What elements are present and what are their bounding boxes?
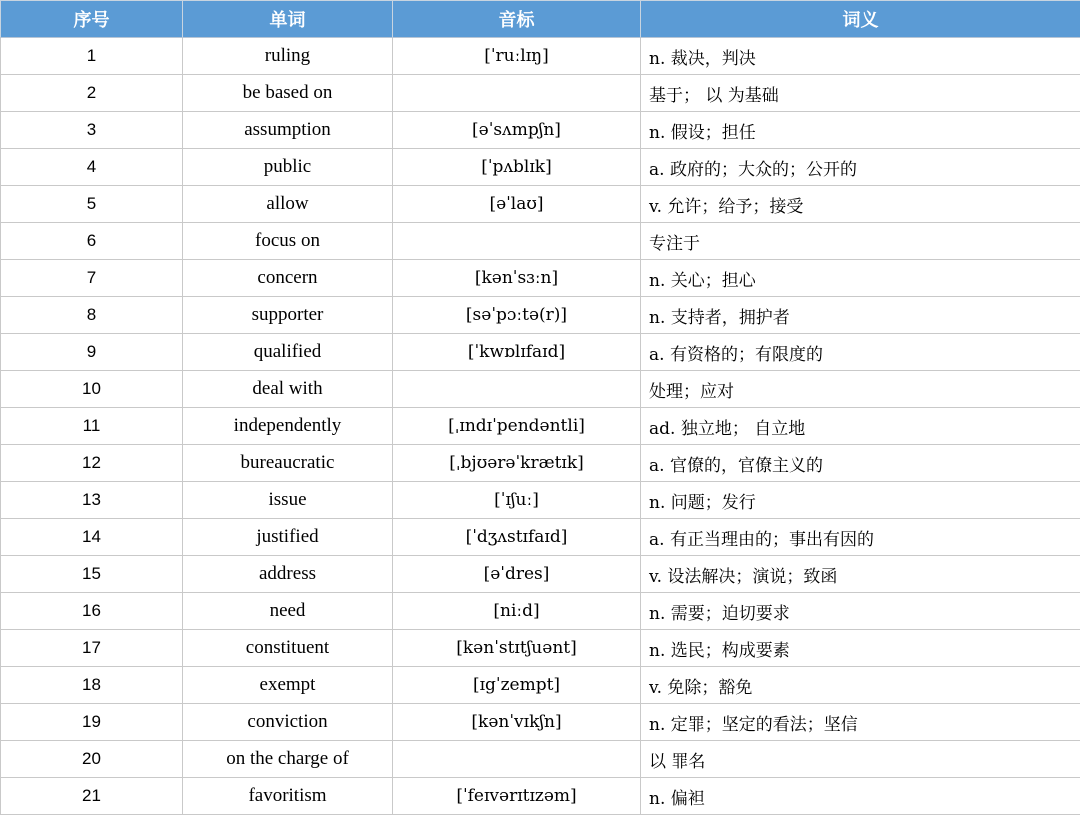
row-meaning: a. 有资格的；有限度的 <box>641 334 1080 371</box>
table-row <box>1 741 1080 778</box>
row-word: justified <box>183 519 393 556</box>
row-index: 16 <box>1 593 183 630</box>
table-row <box>1 334 1080 371</box>
row-phonetic: [kənˈsɜːn] <box>393 260 641 297</box>
row-word: supporter <box>183 297 393 334</box>
table-row <box>1 75 1080 112</box>
table-row <box>1 260 1080 297</box>
row-index: 9 <box>1 334 183 371</box>
row-index: 20 <box>1 741 183 778</box>
row-phonetic: [əˈdres] <box>393 556 641 593</box>
header-meaning: 词义 <box>641 1 1080 38</box>
row-phonetic <box>393 223 641 260</box>
row-meaning: v. 设法解决；演说；致函 <box>641 556 1080 593</box>
row-meaning: n. 需要；迫切要求 <box>641 593 1080 630</box>
header-row <box>1 1 1080 38</box>
table-row <box>1 112 1080 149</box>
row-word: qualified <box>183 334 393 371</box>
row-index: 13 <box>1 482 183 519</box>
table-row <box>1 408 1080 445</box>
table-row <box>1 149 1080 186</box>
row-word: favoritism <box>183 778 393 815</box>
table-row <box>1 38 1080 75</box>
row-phonetic <box>393 741 641 778</box>
row-word: be based on <box>183 75 393 112</box>
row-word: public <box>183 149 393 186</box>
row-meaning: 基于； 以 为基础 <box>641 75 1080 112</box>
row-meaning: n. 关心；担心 <box>641 260 1080 297</box>
row-meaning: 处理；应对 <box>641 371 1080 408</box>
table-row <box>1 778 1080 815</box>
row-phonetic: [ˈfeɪvərɪtɪzəm] <box>393 778 641 815</box>
header-index: 序号 <box>1 1 183 38</box>
row-meaning: a. 有正当理由的；事出有因的 <box>641 519 1080 556</box>
table-header <box>1 1 1080 38</box>
row-meaning: a. 政府的；大众的；公开的 <box>641 149 1080 186</box>
row-meaning: 专注于 <box>641 223 1080 260</box>
row-word: issue <box>183 482 393 519</box>
row-word: address <box>183 556 393 593</box>
row-word: allow <box>183 186 393 223</box>
row-index: 21 <box>1 778 183 815</box>
row-phonetic: [ˈruːlɪŋ] <box>393 38 641 75</box>
row-word: exempt <box>183 667 393 704</box>
table-row <box>1 630 1080 667</box>
row-meaning: n. 问题；发行 <box>641 482 1080 519</box>
row-index: 12 <box>1 445 183 482</box>
row-meaning: n. 裁决，判决 <box>641 38 1080 75</box>
row-word: constituent <box>183 630 393 667</box>
row-word: focus on <box>183 223 393 260</box>
table-row <box>1 667 1080 704</box>
row-phonetic: [əˈsʌmpʃn] <box>393 112 641 149</box>
row-index: 14 <box>1 519 183 556</box>
row-index: 8 <box>1 297 183 334</box>
row-meaning: n. 选民；构成要素 <box>641 630 1080 667</box>
row-index: 6 <box>1 223 183 260</box>
row-index: 10 <box>1 371 183 408</box>
row-phonetic: [ˌɪndɪˈpendəntli] <box>393 408 641 445</box>
table-row <box>1 223 1080 260</box>
row-word: concern <box>183 260 393 297</box>
row-index: 11 <box>1 408 183 445</box>
table-row <box>1 445 1080 482</box>
row-word: assumption <box>183 112 393 149</box>
row-index: 1 <box>1 38 183 75</box>
row-index: 18 <box>1 667 183 704</box>
row-index: 17 <box>1 630 183 667</box>
row-phonetic: [ɪgˈzempt] <box>393 667 641 704</box>
row-index: 15 <box>1 556 183 593</box>
row-word: need <box>183 593 393 630</box>
row-meaning: n. 假设；担任 <box>641 112 1080 149</box>
row-word: deal with <box>183 371 393 408</box>
row-meaning: n. 定罪；坚定的看法；坚信 <box>641 704 1080 741</box>
row-phonetic <box>393 75 641 112</box>
row-phonetic: [ˌbjʊərəˈkrætɪk] <box>393 445 641 482</box>
row-word: bureaucratic <box>183 445 393 482</box>
row-index: 5 <box>1 186 183 223</box>
row-phonetic: [ˈpʌblɪk] <box>393 149 641 186</box>
row-index: 2 <box>1 75 183 112</box>
table-body <box>1 38 1080 815</box>
row-phonetic <box>393 371 641 408</box>
row-word: ruling <box>183 38 393 75</box>
row-meaning: v. 免除；豁免 <box>641 667 1080 704</box>
table-row <box>1 297 1080 334</box>
table-row <box>1 593 1080 630</box>
row-meaning: v. 允许；给予；接受 <box>641 186 1080 223</box>
row-phonetic: [kənˈvɪkʃn] <box>393 704 641 741</box>
table-row <box>1 371 1080 408</box>
row-word: on the charge of <box>183 741 393 778</box>
row-phonetic: [kənˈstɪtʃuənt] <box>393 630 641 667</box>
row-phonetic: [səˈpɔːtə(r)] <box>393 297 641 334</box>
header-word: 单词 <box>183 1 393 38</box>
table-row <box>1 482 1080 519</box>
table-row <box>1 556 1080 593</box>
row-index: 19 <box>1 704 183 741</box>
table-row <box>1 186 1080 223</box>
row-meaning: 以 罪名 <box>641 741 1080 778</box>
row-meaning: n. 支持者，拥护者 <box>641 297 1080 334</box>
row-word: conviction <box>183 704 393 741</box>
row-phonetic: [niːd] <box>393 593 641 630</box>
header-phonetic: 音标 <box>393 1 641 38</box>
row-phonetic: [ˈkwɒlɪfaɪd] <box>393 334 641 371</box>
row-word: independently <box>183 408 393 445</box>
row-meaning: ad. 独立地； 自立地 <box>641 408 1080 445</box>
row-phonetic: [əˈlaʊ] <box>393 186 641 223</box>
row-index: 3 <box>1 112 183 149</box>
row-phonetic: [ˈdʒʌstɪfaɪd] <box>393 519 641 556</box>
row-meaning: n. 偏袒 <box>641 778 1080 815</box>
row-phonetic: [ˈɪʃuː] <box>393 482 641 519</box>
table-row <box>1 519 1080 556</box>
row-meaning: a. 官僚的，官僚主义的 <box>641 445 1080 482</box>
row-index: 7 <box>1 260 183 297</box>
table-row <box>1 704 1080 741</box>
row-index: 4 <box>1 149 183 186</box>
